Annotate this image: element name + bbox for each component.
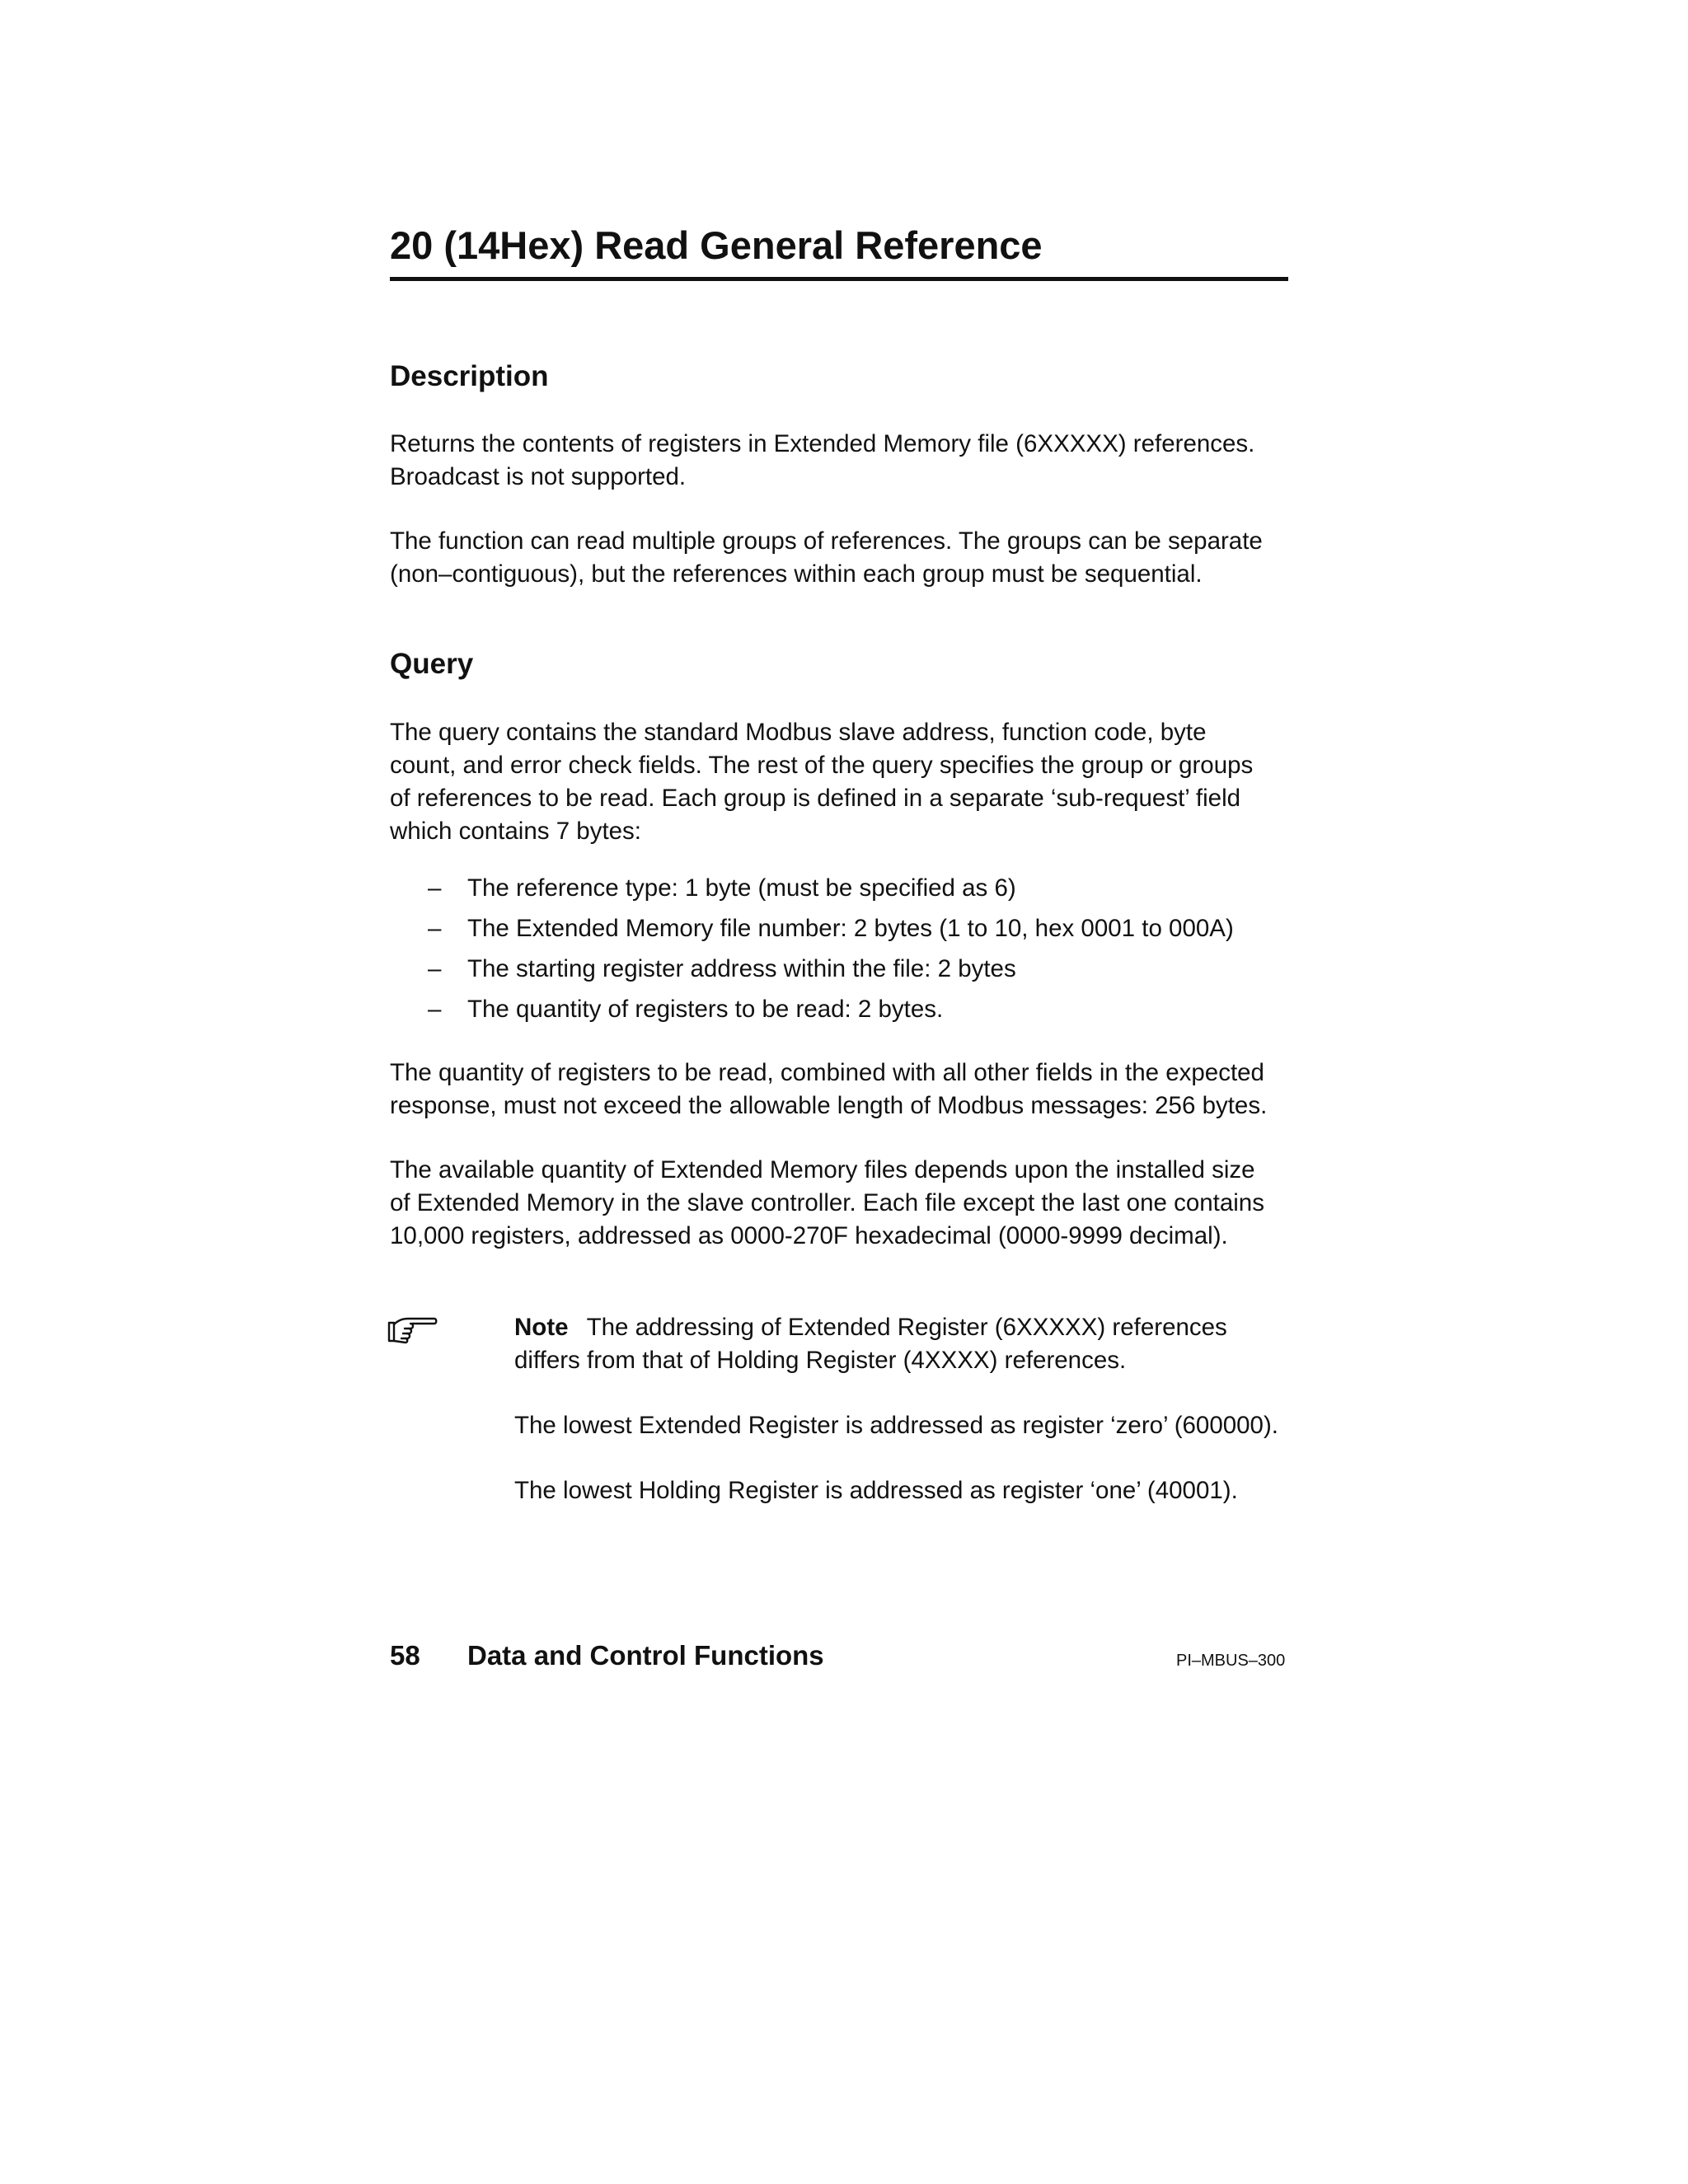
pointing-hand-icon xyxy=(387,1315,438,1345)
bullet-dash: – xyxy=(428,955,442,982)
note-paragraph-2 xyxy=(514,1409,1322,1442)
list-item-text: The starting register address within the file: 2 bytes xyxy=(467,955,1016,982)
description-paragraph-2 xyxy=(390,525,1305,591)
list-item-text: The Extended Memory file number: 2 bytes (1 to 10, hex 0001 to 000A) xyxy=(467,915,1234,942)
text-line: The query contains the standard Modbus slave address, function code, byte xyxy=(390,719,1207,746)
list-item xyxy=(390,953,1305,993)
text-line: of references to be read. Each group is defined in a separate ‘sub-request’ field xyxy=(390,785,1241,812)
text-line: 10,000 registers, addressed as 0000-270F hexadecimal (0000-9999 decimal). xyxy=(390,1222,1228,1249)
page-title: 20 (14Hex) Read General Reference xyxy=(390,223,1043,267)
text-line: which contains 7 bytes: xyxy=(390,818,641,845)
query-paragraph-3 xyxy=(390,1154,1305,1253)
footer-section-title: Data and Control Functions xyxy=(467,1640,824,1671)
note-label: Note xyxy=(514,1314,569,1341)
text-line: differs from that of Holding Register (4XXXX) references. xyxy=(514,1347,1127,1374)
text-line: The lowest Holding Register is addressed as register ‘one’ (40001). xyxy=(514,1477,1238,1504)
description-paragraph-1 xyxy=(390,428,1305,494)
text-line: The quantity of registers to be read, combined with all other fields in the expected xyxy=(390,1059,1264,1086)
query-heading: Query xyxy=(390,648,474,680)
text-line: The available quantity of Extended Memory files depends upon the installed size xyxy=(390,1156,1255,1183)
text-line: (non–contiguous), but the references within each group must be sequential. xyxy=(390,560,1203,588)
text-line: response, must not exceed the allowable length of Modbus messages: 256 bytes. xyxy=(390,1092,1268,1119)
text-line: count, and error check fields. The rest of the query specifies the group or groups xyxy=(390,752,1254,779)
bullet-dash: – xyxy=(428,915,442,942)
list-item-text: The quantity of registers to be read: 2 bytes. xyxy=(467,996,944,1023)
list-item-text: The reference type: 1 byte (must be specified as 6) xyxy=(467,874,1016,902)
text-line: The function can read multiple groups of references. The groups can be separate xyxy=(390,527,1263,555)
title-underline xyxy=(390,277,1288,281)
description-heading: Description xyxy=(390,360,549,392)
query-paragraph-2 xyxy=(390,1057,1305,1122)
note-text: The addressing of Extended Register (6XXXXX) references xyxy=(586,1314,1227,1341)
note-paragraph-1 xyxy=(514,1311,1322,1377)
query-paragraph-1 xyxy=(390,716,1305,848)
text-line xyxy=(514,1311,1322,1344)
note-paragraph-3 xyxy=(514,1474,1322,1507)
footer-page-number: 58 xyxy=(390,1640,420,1671)
bullet-dash: – xyxy=(428,996,442,1023)
footer-document-id: PI–MBUS–300 xyxy=(1176,1652,1286,1670)
bullet-dash: – xyxy=(428,874,442,902)
text-line: of Extended Memory in the slave controller. Each file except the last one contains xyxy=(390,1189,1264,1216)
text-line: Broadcast is not supported. xyxy=(390,463,687,490)
sub-request-field-list xyxy=(390,872,1305,1033)
text-line: Returns the contents of registers in Extended Memory file (6XXXXX) references. xyxy=(390,430,1255,457)
list-item xyxy=(390,912,1305,953)
list-item xyxy=(390,872,1305,912)
text-line: The lowest Extended Register is addressed as register ‘zero’ (600000). xyxy=(514,1412,1278,1439)
list-item xyxy=(390,993,1305,1033)
